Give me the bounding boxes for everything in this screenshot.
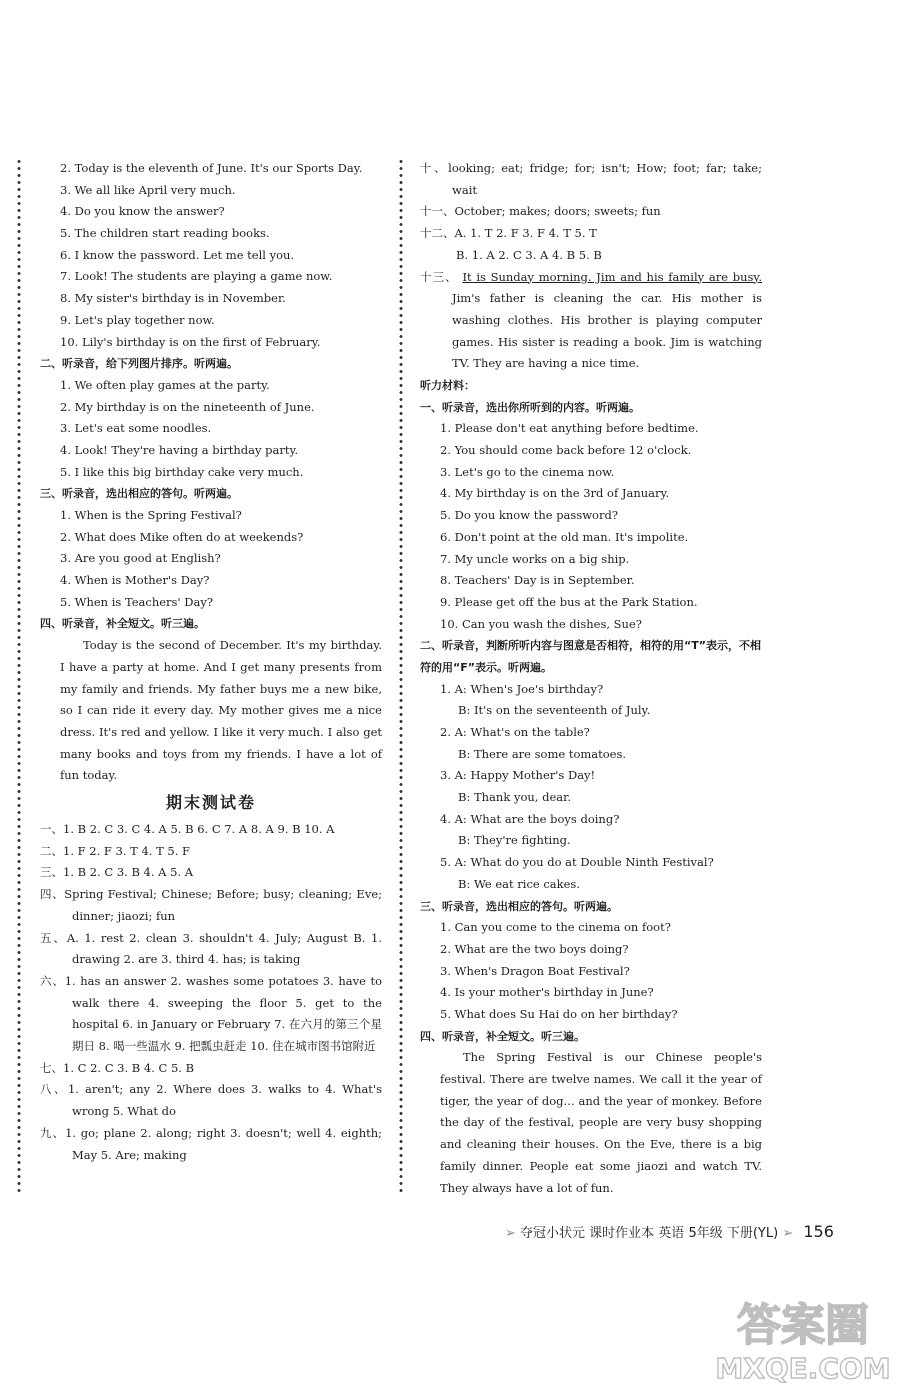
page-footer	[505, 1221, 834, 1243]
list-item: 1. When is the Spring Festival?	[60, 508, 242, 522]
dialog-question: 3. A: Happy Mother's Day!	[440, 768, 596, 783]
list-item: 4. Do you know the answer?	[60, 204, 225, 219]
right-column	[420, 158, 762, 1199]
list-item: 2. Today is the eleventh of June. It's our Sports Day.	[60, 161, 363, 175]
list-item: 2. My birthday is on the nineteenth of June.	[60, 399, 315, 414]
list-item: 5. When is Teachers' Day?	[60, 594, 214, 609]
list-item: 3. Let's go to the cinema now.	[440, 464, 615, 479]
answer-line: 十、looking; eat; fridge; for; isn't; How; foot; far; take; wait	[420, 161, 762, 197]
list-item: 5. The children start reading books.	[60, 226, 270, 241]
answer-line: 一、1. B 2. C 3. C 4. A 5. B 6. C 7. A 8. A 9. B 10. A	[40, 822, 335, 837]
answer-line: 十二、A. 1. T 2. F 3. F 4. T 5. T	[420, 226, 597, 241]
material-heading: 听力材料：	[420, 379, 475, 393]
binding-dots-middle	[398, 158, 404, 1193]
answer-13-rest: Jim's father is cleaning the car. His mother is washing clothes. His brother is playing computer games. His sister is reading a book. Jim is watching TV. They are having a nice time.	[452, 291, 762, 371]
list-item: 2. What are the two boys doing?	[440, 941, 629, 956]
section-heading: 三、听录音，选出相应的答句。听两遍。	[420, 899, 618, 913]
list-item: 10. Can you wash the dishes, Sue?	[440, 616, 642, 631]
arrow-icon: ➢	[782, 1226, 794, 1241]
list-item: 1. Can you come to the cinema on foot?	[440, 920, 671, 935]
list-item: 1. Please don't eat anything before bedtime.	[440, 421, 699, 436]
list-item: 8. Teachers' Day is in September.	[440, 573, 635, 588]
list-item: 3. We all like April very much.	[60, 182, 236, 197]
answer-13-label: 十三、	[420, 269, 458, 284]
answer-line: 二、1. F 2. F 3. T 4. T 5. F	[40, 843, 191, 858]
list-item: 3. Are you good at English?	[60, 551, 221, 566]
list-item: 3. When's Dragon Boat Festival?	[440, 963, 630, 978]
list-item: 4. When is Mother's Day?	[60, 573, 210, 588]
dialog-answer: B: We eat rice cakes.	[458, 876, 580, 891]
dialog-question: 5. A: What do you do at Double Ninth Festival?	[440, 855, 714, 870]
left-column	[40, 158, 382, 1166]
list-item: 4. Look! They're having a birthday party.	[60, 442, 299, 457]
dialog-question: 1. A: When's Joe's birthday?	[440, 681, 604, 696]
arrow-icon: ➢	[505, 1226, 516, 1241]
dialog-answer: B: There are some tomatoes.	[458, 746, 627, 761]
passage	[40, 635, 382, 787]
list-item: 1. We often play games at the party.	[60, 377, 270, 392]
section-heading: 二、听录音，给下列图片排序。听两遍。	[40, 357, 238, 371]
list-item: 6. I know the password. Let me tell you.	[60, 247, 295, 262]
list-item: 7. My uncle works on a big ship.	[440, 551, 630, 566]
answer-line: 九、1. go; plane 2. along; right 3. doesn't; well 4. eighth; May 5. Are; making	[40, 1125, 382, 1162]
dialog-question: 4. A: What are the boys doing?	[440, 811, 620, 826]
dialog-answer: B: It's on the seventeenth of July.	[458, 703, 651, 718]
section-heading: 二、听录音，判断所听内容与图意是否相符，相符的用“T”表示，不相符的用“F”表示。听两遍。	[420, 639, 761, 674]
passage	[420, 1047, 762, 1199]
answer-line: 八、1. aren't; any 2. Where does 3. walks to 4. What's wrong 5. What do	[40, 1082, 382, 1119]
list-item: 6. Don't point at the old man. It's impolite.	[440, 529, 689, 544]
binding-dots-left	[16, 158, 22, 1193]
answer-line: 五、A. 1. rest 2. clean 3. shouldn't 4. July; August B. 1. drawing 2. are 3. third 4. has; is taking	[40, 930, 382, 967]
watermark-text: 答案圈	[737, 1300, 869, 1351]
list-item: 2. You should come back before 12 o'clock.	[440, 443, 692, 458]
watermark-url: MXQE.COM	[715, 1352, 891, 1385]
answer-line: 四、Spring Festival; Chinese; Before; busy; cleaning; Eve; dinner; jiaozi; fun	[40, 887, 382, 923]
dialog-answer: B: Thank you, dear.	[458, 790, 571, 805]
answer-13	[420, 267, 762, 376]
answer-line: 十一、October; makes; doors; sweets; fun	[420, 204, 661, 219]
list-item: 7. Look! The students are playing a game now.	[60, 269, 333, 284]
section-heading: 一、听录音，选出你所听到的内容。听两遍。	[420, 400, 640, 414]
exam-title: 期末测试卷	[165, 793, 256, 813]
list-item: 5. Do you know the password?	[440, 508, 619, 523]
section-heading: 四、听录音，补全短文。听三遍。	[40, 617, 205, 631]
answer-line: 六、1. has an answer 2. washes some potatoes 3. have to walk there 4. sweeping the floor 5. get to the hospital 6. in January or February 7. 在六月的第三个星期日 8. 喝一些温水 9. 把瓢虫赶走 10. 住在城市图书馆附近	[40, 973, 382, 1054]
list-item: 10. Lily's birthday is on the first of February.	[60, 334, 321, 349]
section-heading: 三、听录音，选出相应的答句。听两遍。	[40, 487, 238, 501]
dialog-question: 2. A: What's on the table?	[440, 725, 590, 740]
list-item: 5. What does Su Hai do on her birthday?	[440, 1006, 678, 1021]
answer-line: 七、1. C 2. C 3. B 4. C 5. B	[40, 1060, 195, 1075]
list-item: 2. What does Mike often do at weekends?	[60, 529, 304, 544]
dialog-answer: B: They're fighting.	[458, 833, 571, 848]
list-item: 3. Let's eat some noodles.	[60, 421, 212, 436]
list-item: 4. My birthday is on the 3rd of January.	[440, 486, 670, 501]
list-item: 9. Let's play together now.	[60, 312, 215, 327]
passage-text: The Spring Festival is our Chinese people's festival. There are twelve names. We call it the year of tiger, the year of dog... and the year of monkey. Before the day of the festival, people are very busy shopping and cleaning their houses. On the Eve, there is a big family dinner. People eat some jiaozi and watch TV. They always have a lot of fun.	[440, 1050, 762, 1195]
list-item: 9. Please get off the bus at the Park Station.	[440, 594, 698, 609]
footer-book-title: 夺冠小状元 课时作业本 英语 5年级 下册(YL)	[520, 1226, 779, 1241]
list-item: 4. Is your mother's birthday in June?	[440, 985, 654, 1000]
answer-line: 三、1. B 2. C 3. B 4. A 5. A	[40, 865, 194, 880]
page-number: 156	[803, 1222, 834, 1241]
list-item: 5. I like this big birthday cake very much.	[60, 464, 304, 479]
watermark-logo	[712, 1290, 894, 1385]
list-item: 8. My sister's birthday is in November.	[60, 291, 286, 306]
passage-text: Today is the second of December. It's my birthday. I have a party at home. And I get many presents from my family and friends. My father buys me a new bike, so I can ride it every day. My mother gives me a nice dress. It's red and yellow. I like it very much. I also get many books and toys from my friends. I have a lot of fun today.	[60, 638, 382, 783]
answer-13-first-sentence: It is Sunday morning. Jim and his family are busy.	[462, 269, 763, 284]
answer-line: B. 1. A 2. C 3. A 4. B 5. B	[456, 247, 602, 262]
section-heading: 四、听录音，补全短文。听三遍。	[420, 1029, 585, 1043]
